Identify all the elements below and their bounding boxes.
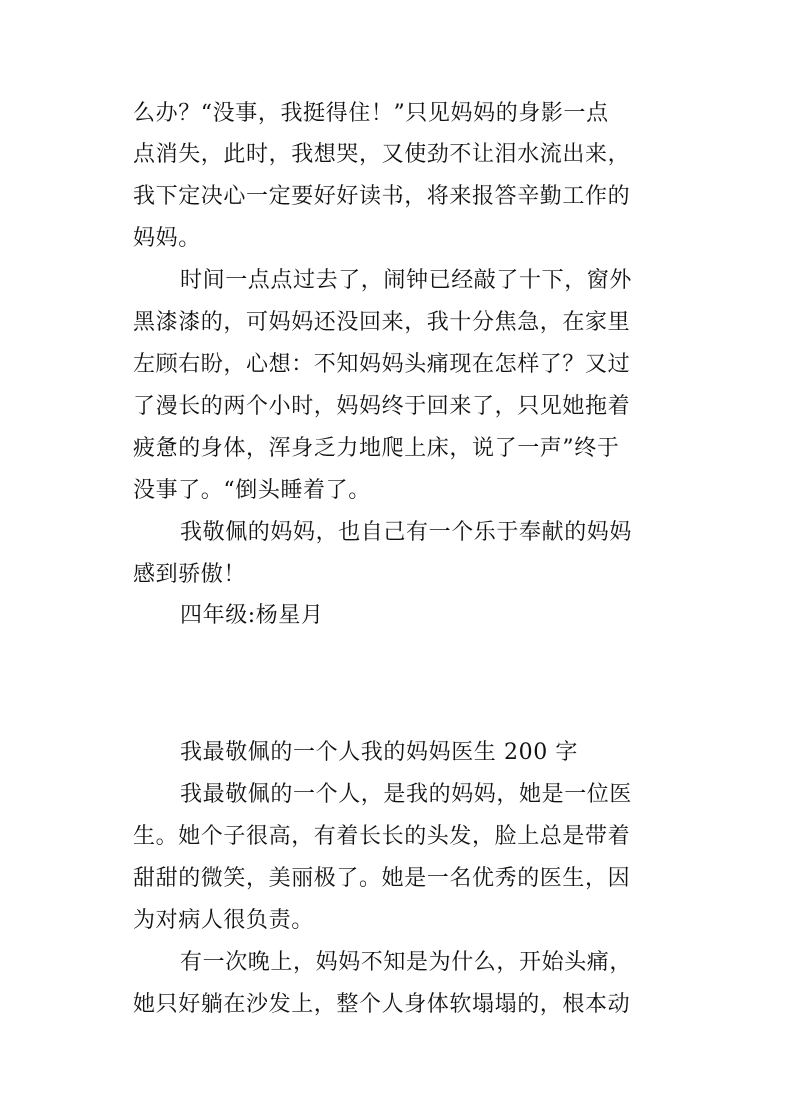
text-line: 妈妈。: [133, 226, 201, 251]
text-line: 为对病人很负责。: [133, 908, 314, 933]
text-line: 感到骄傲！: [133, 562, 247, 587]
text-line: 我下定决心一定要好好读书，将来报答辛勤工作的: [133, 184, 631, 209]
text-line: 点消失，此时，我想哭，又使劲不让泪水流出来，: [133, 142, 631, 167]
text-line: 生。她个子很高，有着长长的头发，脸上总是带着: [133, 824, 631, 849]
paragraph-start-line: 时间一点点过去了，闹钟已经敲了十下，窗外: [180, 268, 633, 293]
article-title: 我最敬佩的一个人我的妈妈医生 200 字: [180, 740, 578, 765]
author-signature: 四年级:杨星月: [180, 603, 324, 628]
text-line: 么办？“没事，我挺得住！”只见妈妈的身影一点: [133, 101, 609, 126]
text-line: 了漫长的两个小时，妈妈终于回来了，只见她拖着: [133, 394, 631, 419]
paragraph-start-line: 我敬佩的妈妈，也自己有一个乐于奉献的妈妈: [180, 520, 633, 545]
text-line: 没事了。“倒头睡着了。: [133, 478, 371, 503]
text-line: 甜甜的微笑，美丽极了。她是一名优秀的医生，因: [133, 866, 631, 891]
text-line: 左顾右盼，心想：不知妈妈头痛现在怎样了？又过: [133, 352, 631, 377]
paragraph-start-line: 我最敬佩的一个人，是我的妈妈，她是一位医: [180, 782, 633, 807]
text-line: 黑漆漆的，可妈妈还没回来，我十分焦急，在家里: [133, 310, 631, 335]
text-line: 她只好躺在沙发上，整个人身体软塌塌的，根本动: [133, 992, 631, 1017]
text-line: 疲惫的身体，浑身乏力地爬上床，说了一声”终于: [133, 436, 620, 461]
paragraph-start-line: 有一次晚上，妈妈不知是为什么，开始头痛，: [180, 950, 633, 975]
